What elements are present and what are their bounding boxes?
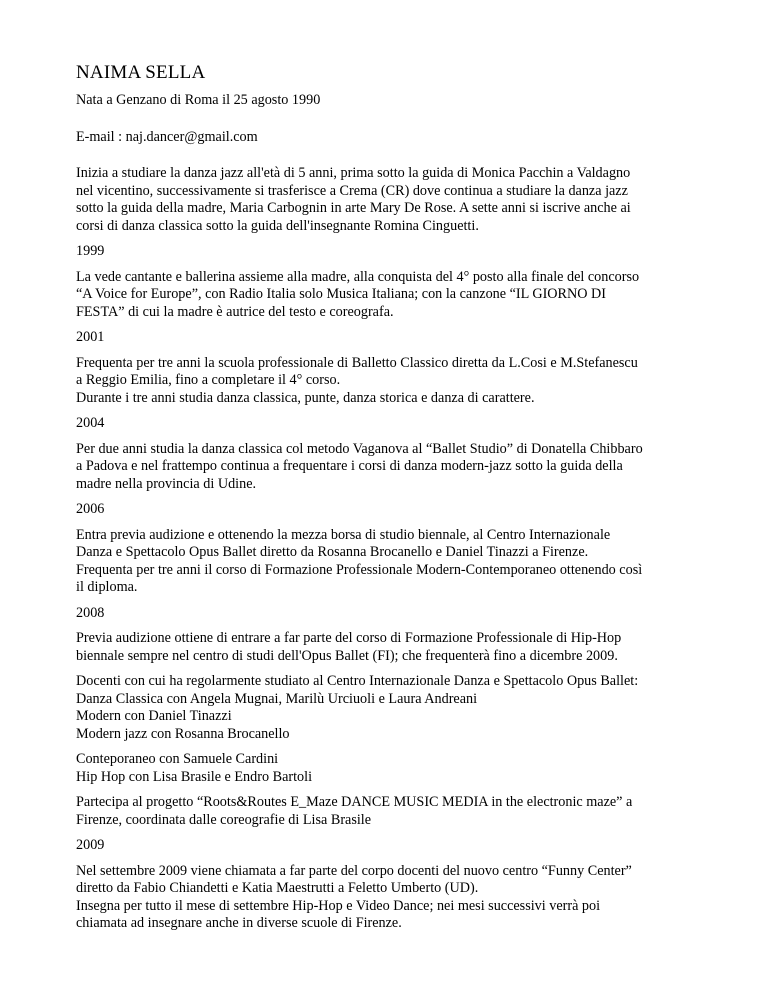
text-line: corsi di danza classica sotto la guida dell'insegnante Romina Cinguetti. [76,217,479,234]
text-line: chiamata ad insegnare anche in diverse scuole di Firenze. [76,915,402,931]
intro-paragraph [76,165,696,235]
text-line: il diploma. [76,579,138,595]
paragraph-2006 [76,527,696,597]
paragraph-2009 [76,863,696,933]
year-2001: 2001 [76,329,105,345]
text-line: Insegna per tutto il mese di settembre Hip-Hop e Video Dance; nei mesi successivi verrà poi [76,897,601,914]
email-line: E-mail : naj.dancer@gmail.com [76,128,258,145]
paragraph-1999 [76,269,696,322]
text-line: Modern con Daniel Tinazzi [76,708,232,724]
text-line: Modern jazz con Rosanna Brocanello [76,725,290,742]
text-line: Firenze, coordinata dalle coreografie di Lisa Brasile [76,811,372,828]
teachers-paragraph-2 [76,751,696,786]
text-line: Hip Hop con Lisa Brasile e Endro Bartoli [76,768,313,785]
text-line: a Padova e nel frattempo continua a frequentare i corsi di danza modern-jazz sotto la guida della [76,458,623,474]
text-line: Partecipa al progetto “Roots&Routes E_Maze DANCE MUSIC MEDIA in the electronic maze” a [76,794,633,810]
year-1999: 1999 [76,243,105,259]
project-paragraph [76,794,696,829]
person-name: NAIMA SELLA [76,62,206,83]
text-line: biennale sempre nel centro di studi dell'Opus Ballet (FI); che frequenterà fino a dicembre 2009. [76,647,618,664]
text-line: a Reggio Emilia, fino a completare il 4° corso. [76,372,341,388]
text-line: “A Voice for Europe”, con Radio Italia solo Musica Italiana; con la canzone “IL GIORNO DI [76,286,607,302]
text-line: Inizia a studiare la danza jazz all'età di 5 anni, prima sotto la guida di Monica Pacchin a Valdagno [76,165,631,181]
paragraph-2001 [76,355,696,408]
text-line: Danza Classica con Angela Mugnai, Marilù Urciuoli e Laura Andreani [76,690,478,707]
text-line: Docenti con cui ha regolarmente studiato al Centro Internazionale Danza e Spettacolo Opus Ballet: [76,673,639,689]
text-line: Frequenta per tre anni la scuola professionale di Balletto Classico diretta da L.Cosi e M.Stefanescu [76,354,638,371]
text-line: Nel settembre 2009 viene chiamata a far parte del corpo docenti del nuovo centro “Funny Center” [76,862,632,879]
teachers-paragraph [76,673,696,743]
text-line: Conteporaneo con Samuele Cardini [76,751,279,767]
year-2004: 2004 [76,415,105,431]
text-line: nel vicentino, successivamente si trasferisce a Crema (CR) dove continua a studiare la danza jazz [76,182,628,199]
paragraph-2008 [76,630,696,665]
text-line: Previa audizione ottiene di entrare a far parte del corso di Formazione Professionale di Hip-Hop [76,630,622,646]
text-line: Per due anni studia la danza classica col metodo Vaganova al “Ballet Studio” di Donatella Chibbaro [76,440,643,457]
text-line: La vede cantante e ballerina assieme alla madre, alla conquista del 4° posto alla finale del concorso [76,268,640,285]
text-line: FESTA” di cui la madre è autrice del testo e coreografa. [76,303,394,320]
document-page [76,61,696,941]
year-2008: 2008 [76,604,105,621]
paragraph-2004 [76,441,696,494]
text-line: Entra previa audizione e ottenendo la mezza borsa di studio biennale, al Centro Internazionale [76,526,611,543]
text-line: Frequenta per tre anni il corso di Formazione Professionale Modern-Contemporaneo ottenendo così [76,561,643,578]
year-2006: 2006 [76,501,105,517]
text-line: madre nella provincia di Udine. [76,475,257,492]
year-2009: 2009 [76,837,105,853]
birth-info: Nata a Genzano di Roma il 25 agosto 1990 [76,92,321,108]
text-line: Durante i tre anni studia danza classica, punte, danza storica e danza di carattere. [76,389,535,406]
text-line: diretto da Fabio Chiandetti e Katia Maestrutti a Feletto Umberto (UD). [76,880,479,896]
text-line: Danza e Spettacolo Opus Ballet diretto da Rosanna Brocanello e Daniel Tinazzi a Firenze. [76,544,589,560]
text-line: sotto la guida della madre, Maria Carbognin in arte Mary De Rose. A sette anni si iscrive anche ai [76,200,631,216]
